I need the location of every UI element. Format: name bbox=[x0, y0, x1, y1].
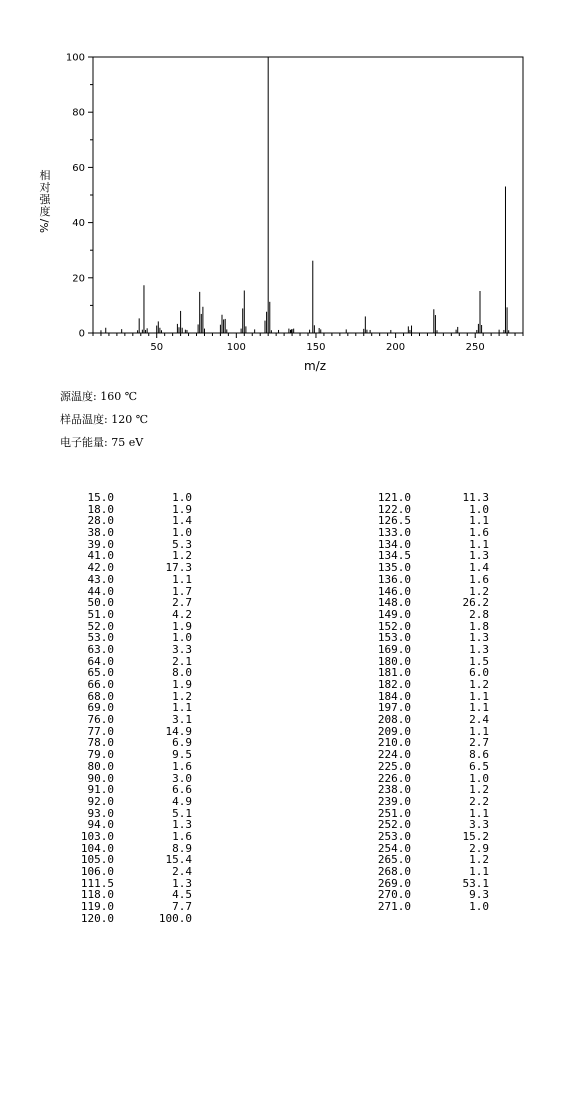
relative-intensity-value: 1.9 bbox=[172, 502, 192, 516]
mz-value: 39.0 bbox=[87, 537, 114, 551]
mz-value: 91.0 bbox=[87, 783, 114, 797]
relative-intensity-value: 1.2 bbox=[469, 584, 489, 598]
mz-value: 93.0 bbox=[87, 806, 114, 820]
mz-value: 111.5 bbox=[80, 876, 114, 890]
mz-value: 268.0 bbox=[377, 865, 411, 878]
relative-intensity-value: 6.5 bbox=[469, 759, 489, 773]
relative-intensity-value: 6.0 bbox=[469, 666, 489, 680]
relative-intensity-value: 8.0 bbox=[172, 666, 192, 680]
mz-value: 225.0 bbox=[377, 759, 411, 773]
y-tick-label: 20 bbox=[72, 273, 85, 285]
mz-value: 90.0 bbox=[87, 771, 114, 785]
y-tick-label: 40 bbox=[72, 218, 85, 230]
relative-intensity-value: 6.9 bbox=[172, 736, 192, 750]
y-axis-label-char: 强 bbox=[39, 193, 51, 206]
relative-intensity-value: 2.7 bbox=[469, 736, 489, 750]
relative-intensity-value: 2.4 bbox=[172, 865, 192, 878]
mz-value: 18.0 bbox=[87, 502, 114, 516]
relative-intensity-value: 1.7 bbox=[172, 584, 192, 598]
relative-intensity-value: 1.0 bbox=[172, 631, 192, 645]
plot-frame bbox=[93, 57, 523, 333]
mz-value: 15.0 bbox=[87, 491, 114, 504]
x-axis-label: m/z bbox=[303, 359, 327, 373]
peak-bars bbox=[101, 57, 509, 333]
relative-intensity-value: 6.6 bbox=[172, 783, 192, 797]
mz-value: 135.0 bbox=[377, 561, 411, 575]
mz-value: 208.0 bbox=[377, 713, 411, 727]
mz-value: 121.0 bbox=[377, 491, 411, 504]
relative-intensity-value: 1.0 bbox=[172, 526, 192, 540]
relative-intensity-value: 100.0 bbox=[158, 911, 192, 925]
relative-intensity-value: 2.8 bbox=[469, 607, 489, 621]
mz-value: 50.0 bbox=[87, 596, 114, 610]
relative-intensity-value: 1.1 bbox=[469, 537, 489, 551]
relative-intensity-value: 1.8 bbox=[469, 619, 489, 633]
mz-value: 94.0 bbox=[87, 818, 114, 832]
mz-value: 253.0 bbox=[377, 829, 411, 843]
mz-value: 66.0 bbox=[87, 678, 114, 691]
relative-intensity-value: 11.3 bbox=[462, 491, 489, 504]
relative-intensity-value: 1.1 bbox=[469, 689, 489, 703]
relative-intensity-value: 8.9 bbox=[172, 841, 192, 855]
mz-value: 238.0 bbox=[377, 783, 411, 797]
relative-intensity-value: 1.4 bbox=[172, 514, 192, 528]
peak-table-right bbox=[367, 492, 489, 913]
table-row bbox=[70, 831, 192, 843]
mz-value: 76.0 bbox=[87, 713, 114, 727]
mz-value: 134.5 bbox=[377, 549, 411, 563]
mz-value: 133.0 bbox=[377, 526, 411, 540]
mz-value: 252.0 bbox=[377, 818, 411, 832]
relative-intensity-value: 1.1 bbox=[469, 806, 489, 820]
mz-value: 265.0 bbox=[377, 853, 411, 867]
mz-value: 254.0 bbox=[377, 841, 411, 855]
x-tick-label: 100 bbox=[226, 342, 246, 353]
mz-value: 43.0 bbox=[87, 572, 114, 586]
mz-value: 68.0 bbox=[87, 689, 114, 703]
table-row bbox=[70, 714, 192, 726]
relative-intensity-value: 3.1 bbox=[172, 713, 192, 727]
table-row bbox=[367, 761, 489, 773]
mz-value: 197.0 bbox=[377, 701, 411, 715]
relative-intensity-value: 1.6 bbox=[469, 572, 489, 586]
mz-value: 44.0 bbox=[87, 584, 114, 598]
table-row bbox=[367, 679, 489, 691]
table-row bbox=[367, 574, 489, 586]
relative-intensity-value: 3.0 bbox=[172, 771, 192, 785]
mz-value: 78.0 bbox=[87, 736, 114, 750]
relative-intensity-value: 7.7 bbox=[172, 900, 192, 914]
mz-value: 251.0 bbox=[377, 806, 411, 820]
table-row bbox=[70, 866, 192, 878]
mz-value: 53.0 bbox=[87, 631, 114, 645]
mz-value: 79.0 bbox=[87, 748, 114, 762]
relative-intensity-value: 1.1 bbox=[469, 724, 489, 738]
relative-intensity-value: 1.2 bbox=[172, 549, 192, 563]
peak-table-left bbox=[70, 492, 192, 924]
mz-value: 269.0 bbox=[377, 876, 411, 890]
table-row bbox=[367, 714, 489, 726]
relative-intensity-value: 1.3 bbox=[172, 876, 192, 890]
table-row bbox=[367, 901, 489, 913]
mz-value: 103.0 bbox=[80, 829, 114, 843]
mz-value: 118.0 bbox=[80, 888, 114, 902]
relative-intensity-value: 1.3 bbox=[172, 818, 192, 832]
relative-intensity-value: 1.0 bbox=[172, 491, 192, 504]
relative-intensity-value: 26.2 bbox=[462, 596, 489, 610]
mz-value: 80.0 bbox=[87, 759, 114, 773]
relative-intensity-value: 1.2 bbox=[469, 678, 489, 691]
relative-intensity-value: 1.5 bbox=[469, 654, 489, 668]
mz-value: 182.0 bbox=[377, 678, 411, 691]
mz-value: 77.0 bbox=[87, 724, 114, 738]
y-axis-label-char: 度 bbox=[39, 205, 51, 218]
mz-value: 92.0 bbox=[87, 794, 114, 808]
mz-value: 149.0 bbox=[377, 607, 411, 621]
table-row bbox=[70, 492, 192, 504]
y-tick-label: 80 bbox=[72, 107, 85, 119]
y-axis-label-unit: %/ bbox=[38, 218, 51, 233]
y-axis-label-char: 对 bbox=[39, 181, 51, 194]
table-row bbox=[367, 831, 489, 843]
mz-value: 136.0 bbox=[377, 572, 411, 586]
x-tick-label: 200 bbox=[386, 342, 406, 353]
table-row bbox=[367, 609, 489, 621]
relative-intensity-value: 1.1 bbox=[469, 865, 489, 878]
mz-value: 120.0 bbox=[80, 911, 114, 925]
relative-intensity-value: 1.4 bbox=[469, 561, 489, 575]
relative-intensity-value: 1.9 bbox=[172, 678, 192, 691]
table-row bbox=[70, 574, 192, 586]
relative-intensity-value: 1.1 bbox=[172, 701, 192, 715]
relative-intensity-value: 9.3 bbox=[469, 888, 489, 902]
y-axis-label-char: 相 bbox=[39, 169, 51, 182]
relative-intensity-value: 1.9 bbox=[172, 619, 192, 633]
mz-value: 226.0 bbox=[377, 771, 411, 785]
table-row bbox=[70, 679, 192, 691]
mz-value: 65.0 bbox=[87, 666, 114, 680]
mz-value: 209.0 bbox=[377, 724, 411, 738]
relative-intensity-value: 5.3 bbox=[172, 537, 192, 551]
relative-intensity-value: 53.1 bbox=[462, 876, 489, 890]
mz-value: 180.0 bbox=[377, 654, 411, 668]
mz-value: 42.0 bbox=[87, 561, 114, 575]
mz-value: 146.0 bbox=[377, 584, 411, 598]
mz-value: 104.0 bbox=[80, 841, 114, 855]
y-tick-label: 60 bbox=[72, 162, 85, 174]
mz-value: 119.0 bbox=[80, 900, 114, 914]
relative-intensity-value: 1.6 bbox=[469, 526, 489, 540]
relative-intensity-value: 1.1 bbox=[469, 514, 489, 528]
table-row bbox=[367, 866, 489, 878]
mz-value: 69.0 bbox=[87, 701, 114, 715]
mz-value: 64.0 bbox=[87, 654, 114, 668]
table-row bbox=[70, 761, 192, 773]
mz-value: 210.0 bbox=[377, 736, 411, 750]
table-row bbox=[70, 913, 192, 925]
mz-value: 41.0 bbox=[87, 549, 114, 563]
relative-intensity-value: 1.1 bbox=[469, 701, 489, 715]
relative-intensity-value: 1.3 bbox=[469, 642, 489, 656]
mass-spectrum-chart bbox=[0, 0, 570, 380]
relative-intensity-value: 1.3 bbox=[469, 631, 489, 645]
mz-value: 148.0 bbox=[377, 596, 411, 610]
relative-intensity-value: 1.6 bbox=[172, 829, 192, 843]
relative-intensity-value: 2.1 bbox=[172, 654, 192, 668]
x-tick-label: 250 bbox=[465, 342, 485, 353]
relative-intensity-value: 1.3 bbox=[469, 549, 489, 563]
relative-intensity-value: 1.0 bbox=[469, 771, 489, 785]
relative-intensity-value: 2.9 bbox=[469, 841, 489, 855]
table-row bbox=[367, 527, 489, 539]
x-tick-label: 50 bbox=[150, 342, 164, 353]
table-row bbox=[70, 609, 192, 621]
mz-value: 28.0 bbox=[87, 514, 114, 528]
source-temperature: 源温度: 160 ℃ bbox=[60, 390, 137, 403]
mz-value: 38.0 bbox=[87, 526, 114, 540]
mz-value: 153.0 bbox=[377, 631, 411, 645]
table-row bbox=[70, 644, 192, 656]
y-tick-label: 0 bbox=[78, 328, 85, 340]
relative-intensity-value: 2.7 bbox=[172, 596, 192, 610]
y-tick-label: 100 bbox=[65, 52, 85, 64]
relative-intensity-value: 4.2 bbox=[172, 607, 192, 621]
relative-intensity-value: 1.2 bbox=[469, 853, 489, 867]
y-axis bbox=[66, 53, 93, 340]
mz-value: 51.0 bbox=[87, 607, 114, 621]
mz-value: 52.0 bbox=[87, 619, 114, 633]
x-tick-label: 150 bbox=[306, 342, 326, 353]
sample-temperature: 样品温度: 120 ℃ bbox=[60, 413, 148, 426]
relative-intensity-value: 1.2 bbox=[469, 783, 489, 797]
relative-intensity-value: 1.1 bbox=[172, 572, 192, 586]
mz-value: 105.0 bbox=[80, 853, 114, 867]
relative-intensity-value: 1.0 bbox=[469, 502, 489, 516]
mz-value: 63.0 bbox=[87, 642, 114, 656]
relative-intensity-value: 1.2 bbox=[172, 689, 192, 703]
table-row bbox=[70, 527, 192, 539]
table-row bbox=[367, 492, 489, 504]
table-row bbox=[367, 644, 489, 656]
relative-intensity-value: 9.5 bbox=[172, 748, 192, 762]
mz-value: 224.0 bbox=[377, 748, 411, 762]
mz-value: 106.0 bbox=[80, 865, 114, 878]
table-row bbox=[70, 796, 192, 808]
mz-value: 152.0 bbox=[377, 619, 411, 633]
table-row bbox=[70, 901, 192, 913]
relative-intensity-value: 1.0 bbox=[469, 900, 489, 914]
relative-intensity-value: 3.3 bbox=[469, 818, 489, 832]
relative-intensity-value: 2.4 bbox=[469, 713, 489, 727]
mz-value: 134.0 bbox=[377, 537, 411, 551]
mz-value: 239.0 bbox=[377, 794, 411, 808]
mz-value: 122.0 bbox=[377, 502, 411, 516]
relative-intensity-value: 15.4 bbox=[165, 853, 192, 867]
mz-value: 270.0 bbox=[377, 888, 411, 902]
relative-intensity-value: 17.3 bbox=[165, 561, 192, 575]
relative-intensity-value: 2.2 bbox=[469, 794, 489, 808]
mz-value: 271.0 bbox=[377, 900, 411, 914]
mz-value: 169.0 bbox=[377, 642, 411, 656]
electron-energy: 电子能量: 75 eV bbox=[60, 436, 144, 449]
x-axis bbox=[93, 333, 523, 353]
relative-intensity-value: 8.6 bbox=[469, 748, 489, 762]
mz-value: 184.0 bbox=[377, 689, 411, 703]
relative-intensity-value: 14.9 bbox=[165, 724, 192, 738]
mz-value: 126.5 bbox=[377, 514, 411, 528]
relative-intensity-value: 1.6 bbox=[172, 759, 192, 773]
y-axis-label bbox=[38, 170, 52, 232]
relative-intensity-value: 5.1 bbox=[172, 806, 192, 820]
table-row bbox=[367, 796, 489, 808]
relative-intensity-value: 4.5 bbox=[172, 888, 192, 902]
mz-value: 181.0 bbox=[377, 666, 411, 680]
relative-intensity-value: 3.3 bbox=[172, 642, 192, 656]
relative-intensity-value: 15.2 bbox=[462, 829, 489, 843]
relative-intensity-value: 4.9 bbox=[172, 794, 192, 808]
